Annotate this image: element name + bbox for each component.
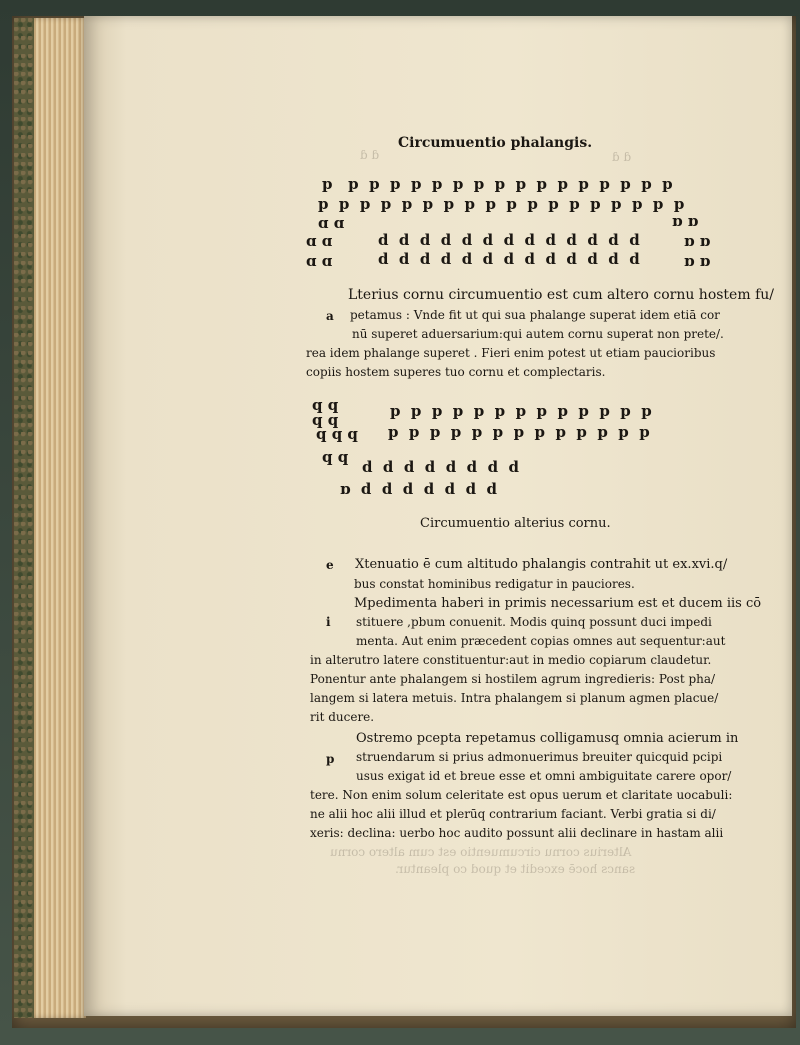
text-line: xeris: declina: uerbo hoc audito possunt alii declinare in hastam alii [310,826,724,840]
formation-row-p: p p p p p p p p p p p p p p p p p p [318,195,685,213]
formation-row-d: d d d d d d d d [362,458,520,476]
formation-row-p: p p p p p p p p p p p p p p p p p [322,175,673,193]
show-through: sancs hocē excedit et quod co pleantur. [395,862,636,876]
text-line: ne alii hoc alii illud et plerūq contrarium faciant. Verbi gratia si di/ [310,807,716,821]
text-line: tere. Non enim solum celeritate est opus uerum et claritate uocabuli: [310,788,733,802]
marginal-letter: a [326,309,334,323]
diagram-caption: Circumuentio alterius cornu. [420,516,611,531]
show-through: ɓ ɓ [360,148,380,162]
text-line: copiis hostem superes tuo cornu et complectaris. [306,365,606,379]
formation-row-d: d d d d d d d d d d d d d [378,250,640,268]
text-line: Lterius cornu circumuentio est cum altero cornu hostem fu/ [348,287,774,303]
wing-letters: ɑ ɑ [306,252,333,270]
text-line: Ostremo pcepta repetamus colligamusq omnia acierum in [356,731,739,746]
page-title: Circumuentio phalangis. [398,135,593,151]
text-line: menta. Aut enim præcedent copias omnes aut sequentur:aut [356,634,726,648]
marginal-letter: p [326,752,335,766]
formation-row-p: p p p p p p p p p p p p p [388,423,650,441]
text-line: struendarum si prius admonuerimus breuiter quicquid pcipi [356,750,723,764]
text-line: petamus : Vnde fit ut qui sua phalange superat idem etiā cor [350,308,720,322]
text-line: Ponentur ante phalangem si hostilem agrum ingredieris: Post pha/ [310,672,716,686]
wing-letters: ɒ ɒ [684,252,711,270]
page-edges [34,18,86,1018]
wing-letters: q q q [316,425,358,443]
marbled-edge [14,18,36,1018]
wing-letters: ɒ ɒ [672,212,699,230]
text-line: in alterutro latere constituentur:aut in medio copiarum claudetur. [310,653,712,667]
text-line: nū superet aduersarium:qui autem cornu superat non prete/. [352,327,724,341]
wing-letters: q q [312,411,339,429]
wing-letters: ɑ ɑ [306,232,333,250]
formation-row-d: ɒ d d d d d d d [340,480,498,498]
show-through: ɓ ɓ [612,150,632,164]
text-line: rit ducere. [310,710,375,724]
wing-letters: q q [312,396,339,414]
text-line: rea idem phalange superet . Fieri enim potest ut etiam paucioribus [306,346,716,360]
wing-letters: ɑ ɑ [318,214,345,232]
text-line: Mpedimenta haberi in primis necessarium est et ducem iis cō [354,596,762,611]
wing-letters: ɒ ɒ [684,232,711,250]
text-line: Xtenuatio ē cum altitudo phalangis contrahit ut ex.xvi.q/ [355,557,728,572]
text-line: langem si latera metuis. Intra phalangem si planum agmen placue/ [310,691,719,705]
wing-letters: q q [322,448,349,466]
text-line: bus constat hominibus redigatur in pauciores. [354,577,635,591]
marginal-letter: e [326,558,334,572]
marginal-letter: i [326,615,331,629]
formation-row-p: p p p p p p p p p p p p p [390,402,652,420]
show-through: Alterius cornu circumuentio est cum altero cornu [330,845,632,859]
text-line: stituere ,pbum conuenit. Modis quinq possunt duci impedi [356,615,712,629]
text-line: usus exigat id et breue esse et omni ambiguitate carere opor/ [356,769,732,783]
formation-row-d: d d d d d d d d d d d d d [378,231,640,249]
